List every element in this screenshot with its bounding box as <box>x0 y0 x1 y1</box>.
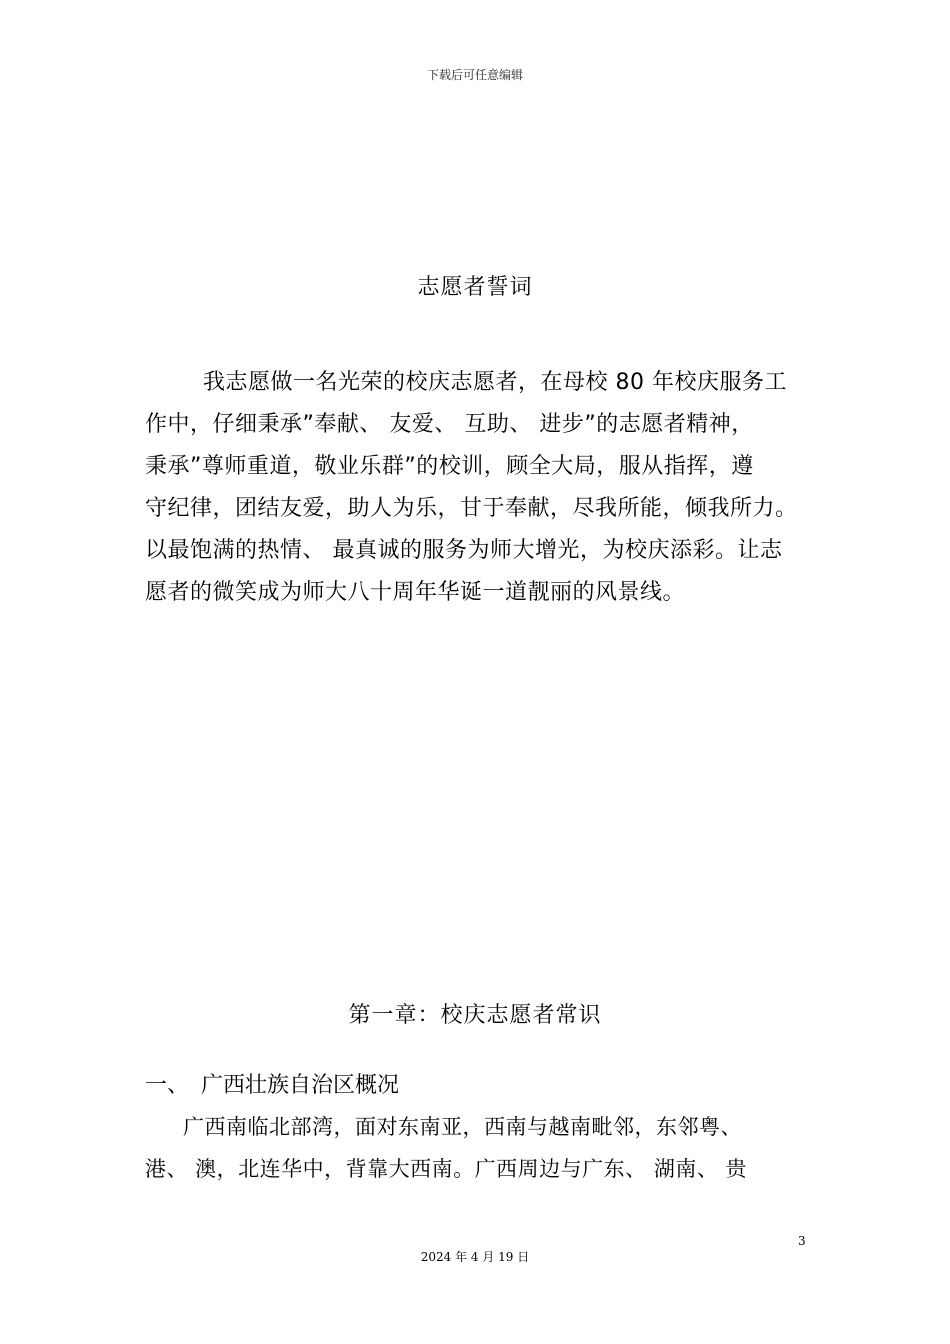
section-line: 广西南临北部湾，面对东南亚，西南与越南毗邻，东邻粤、 <box>183 1115 742 1139</box>
pledge-title: 志愿者誓词 <box>417 275 533 300</box>
section-line: 港、 澳，北连华中，背靠大西南。广西周边与广东、 湖南、 贵 <box>145 1157 748 1181</box>
pledge-line: 作中，仔细秉承”奉献、 友爱、 互助、 进步”的志愿者精神， <box>145 412 754 437</box>
header-note: 下载后可任意编辑 <box>426 68 523 82</box>
pledge-paragraph <box>145 362 810 614</box>
page-number: 3 <box>798 1234 806 1248</box>
section-heading <box>145 1068 399 1099</box>
footer-date: 2024 年 4 月 19 日 <box>420 1250 530 1264</box>
section-heading-text: 广西壮族自治区概况 <box>201 1073 400 1098</box>
pledge-line: 守纪律，团结友爱，助人为乐，甘于奉献，尽我所能，倾我所力。 <box>145 496 798 521</box>
pledge-line: 秉承”尊师重道，敬业乐群”的校训，顾全大局，服从指挥，遵 <box>145 454 754 479</box>
section-number: 一、 <box>145 1073 190 1098</box>
chapter-title: 第一章：校庆志愿者常识 <box>348 1003 602 1028</box>
section-paragraph <box>145 1106 810 1190</box>
pledge-line: 愿者的微笑成为师大八十周年华诞一道靓丽的风景线。 <box>145 580 686 605</box>
pledge-line: 以最饱满的热情、 最真诚的服务为师大增光，为校庆添彩。让志 <box>145 538 783 563</box>
pledge-line: 我志愿做一名光荣的校庆志愿者，在母校 80 年校庆服务工 <box>203 370 787 395</box>
